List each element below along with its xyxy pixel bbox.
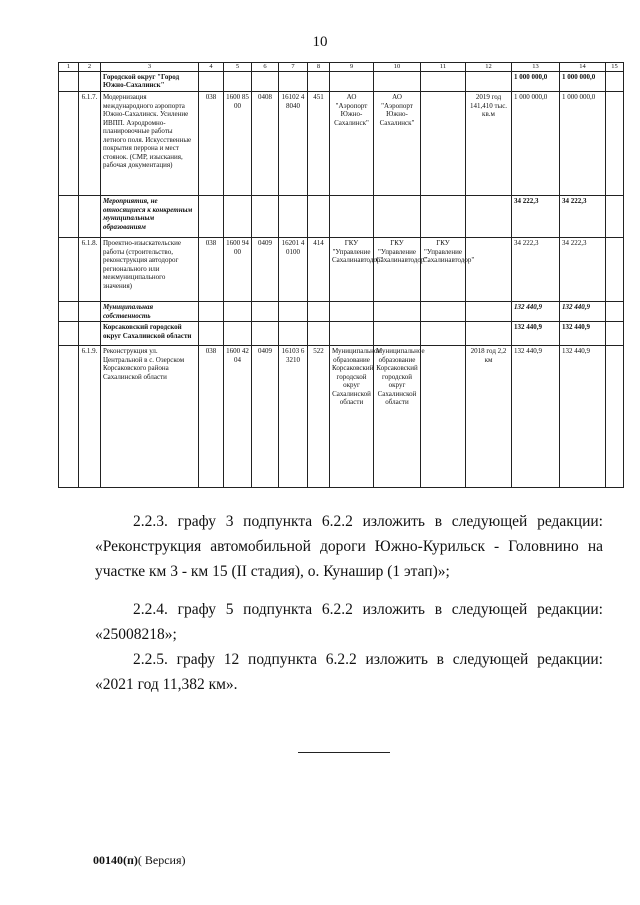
table-cell-c10: ГКУ "Управление Сахалинавтодор" — [374, 237, 421, 301]
table-cell-c5 — [224, 195, 252, 237]
table-cell-c11 — [421, 322, 466, 346]
column-number-header: 2 — [79, 63, 101, 72]
column-number-header: 4 — [199, 63, 224, 72]
table-cell-c14: 1 000 000,0 — [560, 91, 606, 195]
table-cell-c8 — [308, 195, 330, 237]
table-cell-c8: 414 — [308, 237, 330, 301]
table-cell-num — [59, 71, 79, 91]
table-cell-c12: 2018 год 2,2 км — [466, 346, 512, 488]
table-cell-c7 — [279, 195, 308, 237]
table-cell-c10: Муниципальное образование Корсаковский городской округ Сахалинской области — [374, 346, 421, 488]
table-cell-c12: 2019 год 141,410 тыс. кв.м — [466, 91, 512, 195]
table-cell-sub: 6.1.8. — [79, 237, 101, 301]
table-cell-c8 — [308, 71, 330, 91]
table-cell-c9: Муниципальное образование Корсаковский городской округ Сахалинской области — [330, 346, 374, 488]
table-cell-c7: 16102 48040 — [279, 91, 308, 195]
table-row — [59, 195, 624, 237]
program-table — [58, 62, 624, 488]
table-cell-c9 — [330, 195, 374, 237]
table-row — [59, 346, 624, 488]
table-cell-c4: 038 — [199, 91, 224, 195]
table-cell-c10 — [374, 301, 421, 321]
document-version: ( Версия) — [137, 853, 186, 867]
table-cell-c8 — [308, 322, 330, 346]
table-cell-num — [59, 346, 79, 488]
table-cell-c15 — [606, 346, 624, 488]
column-number-header: 10 — [374, 63, 421, 72]
table-cell-num — [59, 301, 79, 321]
table-cell-c12 — [466, 195, 512, 237]
table-cell-c4: 038 — [199, 346, 224, 488]
column-number-header: 12 — [466, 63, 512, 72]
table-cell-c7 — [279, 71, 308, 91]
table-cell-c15 — [606, 322, 624, 346]
table-cell-sub — [79, 322, 101, 346]
table-cell-c8: 522 — [308, 346, 330, 488]
table-cell-c9: ГКУ "Управление Сахалинавтодор" — [330, 237, 374, 301]
column-number-header: 9 — [330, 63, 374, 72]
divider-line — [298, 752, 390, 753]
table-cell-c11 — [421, 346, 466, 488]
paragraph-2-2-4: 2.2.4. графу 5 подпункта 6.2.2 изложить в следующей редакции: «25008218»; — [95, 601, 603, 643]
table-cell-name: Городской округ "Город Южно-Сахалинск" — [101, 71, 199, 91]
table-cell-c11 — [421, 91, 466, 195]
table-cell-c6 — [252, 301, 279, 321]
table-cell-c4 — [199, 195, 224, 237]
table-cell-sub — [79, 71, 101, 91]
table-cell-c9: АО "Аэропорт Южно-Сахалинск" — [330, 91, 374, 195]
column-number-header: 1 — [59, 63, 79, 72]
table-header-row — [59, 63, 624, 72]
table-cell-c15 — [606, 237, 624, 301]
table-cell-c4 — [199, 322, 224, 346]
table-body — [59, 71, 624, 487]
table-cell-c13: 132 440,9 — [512, 346, 560, 488]
table-cell-c8: 451 — [308, 91, 330, 195]
table-cell-c15 — [606, 91, 624, 195]
table-cell-c11 — [421, 71, 466, 91]
table-cell-name: Проектно-изыскательские работы (строительство, реконструкция автодорог регионального или межмуниципального значения) — [101, 237, 199, 301]
table-cell-num — [59, 237, 79, 301]
document-code: 00140(п) — [93, 853, 138, 867]
table-cell-c13: 132 440,9 — [512, 301, 560, 321]
table-cell-num — [59, 195, 79, 237]
column-number-header: 5 — [224, 63, 252, 72]
table-cell-c5 — [224, 322, 252, 346]
table-cell-c6 — [252, 71, 279, 91]
table-cell-c6: 0409 — [252, 237, 279, 301]
table-row — [59, 91, 624, 195]
table-cell-c13: 1 000 000,0 — [512, 91, 560, 195]
paragraph-2-2-3: 2.2.3. графу 3 подпункта 6.2.2 изложить в следующей редакции: «Реконструкция автомобильной дороги Южно-Курильск - Головнино на участке км 3 - км 15 (II стадия), о. Кунашир (1 этап)»; — [95, 513, 603, 580]
table-cell-c5 — [224, 301, 252, 321]
column-number-header: 6 — [252, 63, 279, 72]
column-number-header: 3 — [101, 63, 199, 72]
column-number-header: 11 — [421, 63, 466, 72]
table-cell-c12 — [466, 237, 512, 301]
table-cell-name: Мероприятия, не относящиеся к конкретным муниципальным образованиям — [101, 195, 199, 237]
table-cell-c12 — [466, 322, 512, 346]
table-cell-name: Муниципальная собственность — [101, 301, 199, 321]
table-cell-c9 — [330, 301, 374, 321]
table-cell-c12 — [466, 301, 512, 321]
table-cell-c9 — [330, 71, 374, 91]
column-number-header: 15 — [606, 63, 624, 72]
table-cell-c7 — [279, 322, 308, 346]
table-cell-c8 — [308, 301, 330, 321]
table-cell-c4: 038 — [199, 237, 224, 301]
table-cell-c6 — [252, 322, 279, 346]
table-cell-c11: ГКУ "Управление Сахалинавтодор" — [421, 237, 466, 301]
page-number: 10 — [312, 34, 328, 50]
table-cell-c15 — [606, 301, 624, 321]
table-row — [59, 322, 624, 346]
table-cell-c13: 132 440,9 — [512, 322, 560, 346]
table-cell-c6: 0409 — [252, 346, 279, 488]
table-cell-c9 — [330, 322, 374, 346]
table-cell-c11 — [421, 195, 466, 237]
table-row — [59, 301, 624, 321]
table-cell-c7: 16201 40100 — [279, 237, 308, 301]
table-cell-c15 — [606, 71, 624, 91]
table-cell-c14: 1 000 000,0 — [560, 71, 606, 91]
table-cell-c6 — [252, 195, 279, 237]
table-cell-name: Корсаковский городской округ Сахалинской области — [101, 322, 199, 346]
table-cell-c14: 34 222,3 — [560, 195, 606, 237]
table-cell-c13: 34 222,3 — [512, 237, 560, 301]
table-cell-c14: 34 222,3 — [560, 237, 606, 301]
table-cell-c7: 16103 63210 — [279, 346, 308, 488]
column-number-header: 8 — [308, 63, 330, 72]
table-cell-c4 — [199, 71, 224, 91]
table-cell-c10 — [374, 322, 421, 346]
table-cell-c14: 132 440,9 — [560, 322, 606, 346]
table-cell-sub — [79, 301, 101, 321]
column-number-header: 13 — [512, 63, 560, 72]
table-cell-c11 — [421, 301, 466, 321]
table-cell-c15 — [606, 195, 624, 237]
table-cell-c10 — [374, 195, 421, 237]
table-cell-sub: 6.1.7. — [79, 91, 101, 195]
table-cell-name: Реконструкция ул. Центральной в с. Озерском Корсаковского района Сахалинской области — [101, 346, 199, 488]
table-cell-c5: 1600 9400 — [224, 237, 252, 301]
table-row — [59, 71, 624, 91]
table-cell-c14: 132 440,9 — [560, 346, 606, 488]
table-cell-c14: 132 440,9 — [560, 301, 606, 321]
table-cell-num — [59, 91, 79, 195]
table-cell-sub: 6.1.9. — [79, 346, 101, 488]
table-cell-c7 — [279, 301, 308, 321]
table-cell-name: Модернизация международного аэропорта Южно-Сахалинск. Усиление ИВПП. Аэродромно-планировочные работы летного поля. Искусственные покрытия перрона и мест стоянок. (СМР, изыскания, рабочая документация) — [101, 91, 199, 195]
table-cell-c10: АО "Аэропорт Южно-Сахалинск" — [374, 91, 421, 195]
table-cell-c13: 34 222,3 — [512, 195, 560, 237]
table-cell-sub — [79, 195, 101, 237]
table-cell-c5: 1600 4204 — [224, 346, 252, 488]
table-cell-c5: 1600 8500 — [224, 91, 252, 195]
table-cell-num — [59, 322, 79, 346]
column-number-header: 14 — [560, 63, 606, 72]
table-cell-c12 — [466, 71, 512, 91]
column-number-header: 7 — [279, 63, 308, 72]
table-cell-c10 — [374, 71, 421, 91]
table-cell-c6: 0408 — [252, 91, 279, 195]
document-footer — [93, 853, 186, 868]
table-row — [59, 237, 624, 301]
table-cell-c4 — [199, 301, 224, 321]
paragraph-2-2-5: 2.2.5. графу 12 подпункта 6.2.2 изложить в следующей редакции: «2021 год 11,382 км». — [95, 651, 603, 693]
table-cell-c13: 1 000 000,0 — [512, 71, 560, 91]
table-cell-c5 — [224, 71, 252, 91]
